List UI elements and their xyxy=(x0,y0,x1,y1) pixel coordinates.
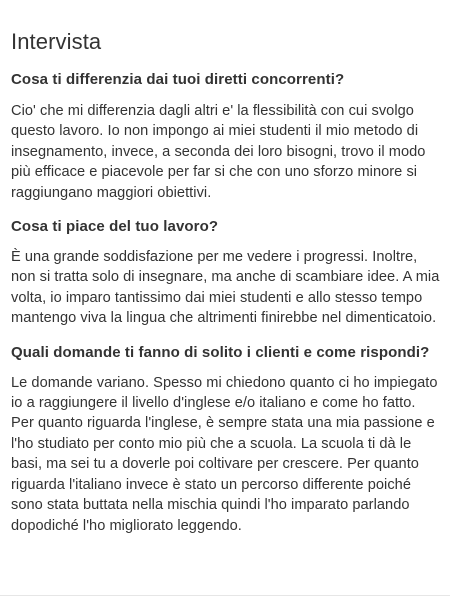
question-heading: Cosa ti piace del tuo lavoro? xyxy=(11,218,219,236)
answer-text: Cio' che mi differenzia dagli altri e' la flessibilità con cui svolgo questo lavoro. Io non impongo ai miei studenti il mio metodo di insegnamento, invece, a seconda dei loro bisogni, trovo il modo più efficace e piacevole per far si che con uno sforzo minore si raggiungano maggiori obiettivi. xyxy=(11,103,426,201)
qa-item xyxy=(11,217,440,329)
qa-item xyxy=(11,70,440,203)
question-heading: Cosa ti differenzia dai tuoi diretti concorrenti? xyxy=(11,71,345,88)
section-title: Intervista xyxy=(11,29,102,54)
answer-text: È una grande soddisfazione per me vedere i progressi. Inoltre, non si tratta solo di insegnare, ma anche di scambiare idee. A mia volta, io imparo tantissimo dai miei studenti e allo stesso tempo mantengo viva la lingua che altrimenti finirebbe nel dimenticatoio. xyxy=(11,249,440,327)
section-divider xyxy=(0,595,450,596)
answer-text: Le domande variano. Spesso mi chiedono quanto ci ho impiegato io a raggiungere il livello d'inglese e/o italiano e come ho fatto. Per quanto riguarda l'inglese, è sempre stata una mia passione e l'ho studiato per conto mio più che a scuola. La scuola ti dà le basi, ma sei tu a doverle poi coltivare per crescere. Per quanto riguarda l'italiano invece è stato un percorso differente poiché sono stata buttata nella mischia quindi l'ho imparato parlando dopodiché l'ho migliorato leggendo. xyxy=(11,374,438,534)
qa-item xyxy=(11,343,440,536)
question-heading: Quali domande ti fanno di solito i clienti e come rispondi? xyxy=(11,343,430,361)
